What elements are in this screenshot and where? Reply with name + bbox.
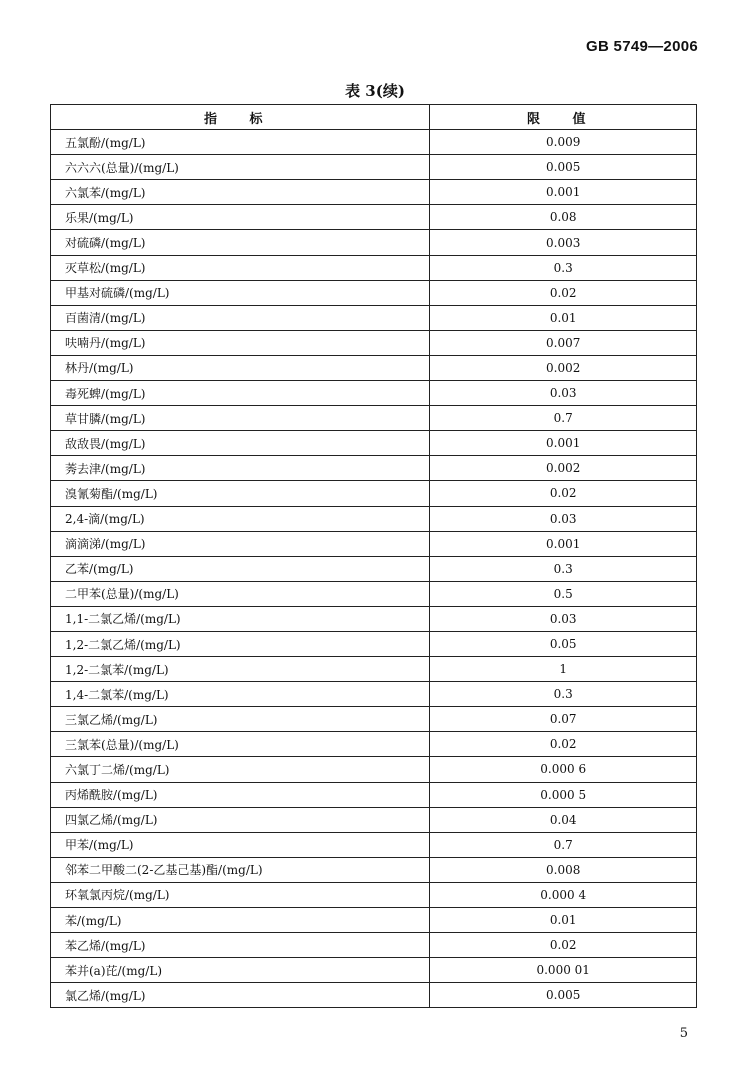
indicator-cell: 敌敌畏/(mg/L) [51, 431, 430, 456]
table-row [51, 581, 697, 606]
indicator-cell: 1,1-二氯乙烯/(mg/L) [51, 606, 430, 631]
limit-cell: 0.01 [430, 908, 697, 933]
indicator-cell: 对硫磷/(mg/L) [51, 230, 430, 255]
indicator-cell: 毒死蜱/(mg/L) [51, 381, 430, 406]
limit-cell: 0.03 [430, 381, 697, 406]
table-row [51, 431, 697, 456]
table-row [51, 707, 697, 732]
indicator-cell: 苯并(a)芘/(mg/L) [51, 958, 430, 983]
limit-cell: 0.005 [430, 155, 697, 180]
table-row [51, 130, 697, 155]
table-row [51, 732, 697, 757]
limit-cell: 0.002 [430, 456, 697, 481]
indicator-cell: 五氯酚/(mg/L) [51, 130, 430, 155]
indicator-cell: 1,4-二氯苯/(mg/L) [51, 682, 430, 707]
limit-cell: 0.000 5 [430, 782, 697, 807]
limit-cell: 0.000 01 [430, 958, 697, 983]
table-row [51, 230, 697, 255]
table-row [51, 782, 697, 807]
table-row [51, 807, 697, 832]
indicator-cell: 2,4-滴/(mg/L) [51, 506, 430, 531]
table-row [51, 155, 697, 180]
indicator-cell: 1,2-二氯苯/(mg/L) [51, 657, 430, 682]
indicator-cell: 六氯丁二烯/(mg/L) [51, 757, 430, 782]
indicator-cell: 甲基对硫磷/(mg/L) [51, 280, 430, 305]
indicator-cell: 六六六(总量)/(mg/L) [51, 155, 430, 180]
table-row [51, 832, 697, 857]
table-row [51, 757, 697, 782]
table-row [51, 280, 697, 305]
table-row [51, 882, 697, 907]
table-row [51, 682, 697, 707]
limit-cell: 0.001 [430, 180, 697, 205]
limit-cell: 0.000 4 [430, 882, 697, 907]
table-row [51, 481, 697, 506]
limit-cell: 0.3 [430, 255, 697, 280]
limit-cell: 0.02 [430, 732, 697, 757]
indicator-cell: 莠去津/(mg/L) [51, 456, 430, 481]
indicator-cell: 三氯乙烯/(mg/L) [51, 707, 430, 732]
indicator-cell: 林丹/(mg/L) [51, 355, 430, 380]
table-header-row [51, 105, 697, 130]
table-row [51, 355, 697, 380]
limit-cell: 0.02 [430, 933, 697, 958]
table-row [51, 381, 697, 406]
limit-cell: 0.07 [430, 707, 697, 732]
indicator-cell: 百菌清/(mg/L) [51, 305, 430, 330]
indicator-cell: 呋喃丹/(mg/L) [51, 330, 430, 355]
indicator-cell: 环氧氯丙烷/(mg/L) [51, 882, 430, 907]
table-row [51, 456, 697, 481]
limit-cell: 1 [430, 657, 697, 682]
indicator-cell: 邻苯二甲酸二(2-乙基己基)酯/(mg/L) [51, 857, 430, 882]
table-row [51, 205, 697, 230]
table-row [51, 958, 697, 983]
table-row [51, 857, 697, 882]
limit-cell: 0.009 [430, 130, 697, 155]
limit-cell: 0.04 [430, 807, 697, 832]
limit-cell: 0.7 [430, 406, 697, 431]
limit-cell: 0.03 [430, 506, 697, 531]
limit-cell: 0.001 [430, 531, 697, 556]
indicator-cell: 甲苯/(mg/L) [51, 832, 430, 857]
table-row [51, 556, 697, 581]
table-row [51, 406, 697, 431]
limit-cell: 0.05 [430, 631, 697, 656]
table-row [51, 255, 697, 280]
indicator-cell: 丙烯酰胺/(mg/L) [51, 782, 430, 807]
indicator-cell: 乐果/(mg/L) [51, 205, 430, 230]
limit-cell: 0.001 [430, 431, 697, 456]
indicator-cell: 六氯苯/(mg/L) [51, 180, 430, 205]
limit-cell: 0.000 6 [430, 757, 697, 782]
table-row [51, 983, 697, 1008]
limits-table [50, 104, 697, 1008]
limit-cell: 0.7 [430, 832, 697, 857]
limit-cell: 0.01 [430, 305, 697, 330]
column-header-limit: 限 值 [430, 105, 697, 130]
column-header-indicator: 指 标 [51, 105, 430, 130]
indicator-cell: 苯乙烯/(mg/L) [51, 933, 430, 958]
table-row [51, 606, 697, 631]
limit-cell: 0.007 [430, 330, 697, 355]
indicator-cell: 苯/(mg/L) [51, 908, 430, 933]
limit-cell: 0.008 [430, 857, 697, 882]
indicator-cell: 1,2-二氯乙烯/(mg/L) [51, 631, 430, 656]
standard-code: GB 5749—2006 [585, 38, 698, 55]
table-row [51, 305, 697, 330]
table-row [51, 657, 697, 682]
page-number: 5 [679, 1026, 688, 1041]
limit-cell: 0.003 [430, 230, 697, 255]
table-title: 表 3(续) [345, 82, 405, 100]
limit-cell: 0.02 [430, 280, 697, 305]
indicator-cell: 四氯乙烯/(mg/L) [51, 807, 430, 832]
table-row [51, 908, 697, 933]
table-row [51, 180, 697, 205]
indicator-cell: 溴氰菊酯/(mg/L) [51, 481, 430, 506]
table-row [51, 631, 697, 656]
limit-cell: 0.3 [430, 682, 697, 707]
limit-cell: 0.08 [430, 205, 697, 230]
table-row [51, 506, 697, 531]
limit-cell: 0.02 [430, 481, 697, 506]
table-row [51, 933, 697, 958]
indicator-cell: 三氯苯(总量)/(mg/L) [51, 732, 430, 757]
indicator-cell: 乙苯/(mg/L) [51, 556, 430, 581]
indicator-cell: 氯乙烯/(mg/L) [51, 983, 430, 1008]
indicator-cell: 二甲苯(总量)/(mg/L) [51, 581, 430, 606]
limit-cell: 0.002 [430, 355, 697, 380]
limit-cell: 0.5 [430, 581, 697, 606]
limit-cell: 0.03 [430, 606, 697, 631]
table-row [51, 330, 697, 355]
limit-cell: 0.3 [430, 556, 697, 581]
limit-cell: 0.005 [430, 983, 697, 1008]
indicator-cell: 灭草松/(mg/L) [51, 255, 430, 280]
table-row [51, 531, 697, 556]
indicator-cell: 草甘膦/(mg/L) [51, 406, 430, 431]
indicator-cell: 滴滴涕/(mg/L) [51, 531, 430, 556]
